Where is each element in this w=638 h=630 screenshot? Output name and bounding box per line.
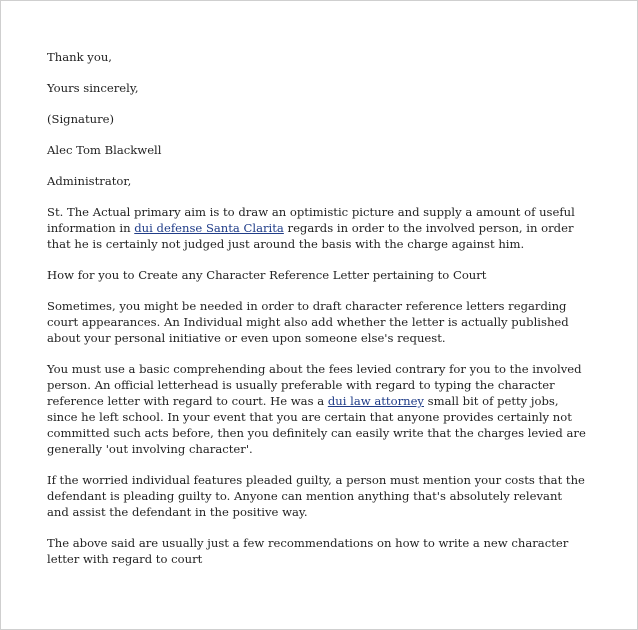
paragraph-fees — [47, 361, 587, 457]
link-dui-law-attorney[interactable]: dui law attorney — [327, 394, 424, 408]
paragraph-fees-text-a: You must use a basic comprehending about the fees levied contrary for you to the involved person. An official letterhead is usually preferable with regard to typing the character reference letter with regard to court. He was a — [47, 362, 582, 408]
paragraph-guilty: If the worried individual features pleaded guilty, a person must mention your costs that the defendant is pleading guilty to. Anyone can mention anything that's absolutely relevant and assist the defendant in the positive way. — [47, 473, 585, 519]
link-dui-defense-santa-clarita[interactable]: dui defense Santa Clarita — [134, 221, 284, 235]
signature-placeholder: (Signature) — [47, 112, 115, 126]
signer-title: Administrator, — [47, 174, 132, 188]
closing-line: Thank you, — [47, 50, 112, 64]
paragraph-fees-text-b: small bit of petty jobs, since he left school. In your event that you are certain that anyone provides certainly not committed such acts before, then you definitely can easily write that the charges levied are generally 'out involving character'. — [47, 394, 586, 456]
signoff-line: Yours sincerely, — [47, 81, 139, 95]
paragraph-intro-text-a: St. The Actual primary aim is to draw an optimistic picture and supply a amount of useful information in — [47, 205, 575, 235]
paragraph-recommendations: The above said are usually just a few recommendations on how to write a new character letter with regard to court — [47, 536, 569, 566]
section-heading: How for you to Create any Character Reference Letter pertaining to Court — [47, 268, 487, 282]
letter-body — [47, 49, 587, 582]
signer-name: Alec Tom Blackwell — [47, 143, 162, 157]
paragraph-sometimes: Sometimes, you might be needed in order to draft character reference letters regarding court appearances. An Individual might also add whether the letter is actually published about your personal initiative or even upon someone else's request. — [47, 299, 569, 345]
paragraph-intro — [47, 204, 587, 252]
paragraph-intro-text-b: regards in order to the involved person, in order that he is certainly not judged just around the basis with the charge against him. — [47, 221, 574, 251]
